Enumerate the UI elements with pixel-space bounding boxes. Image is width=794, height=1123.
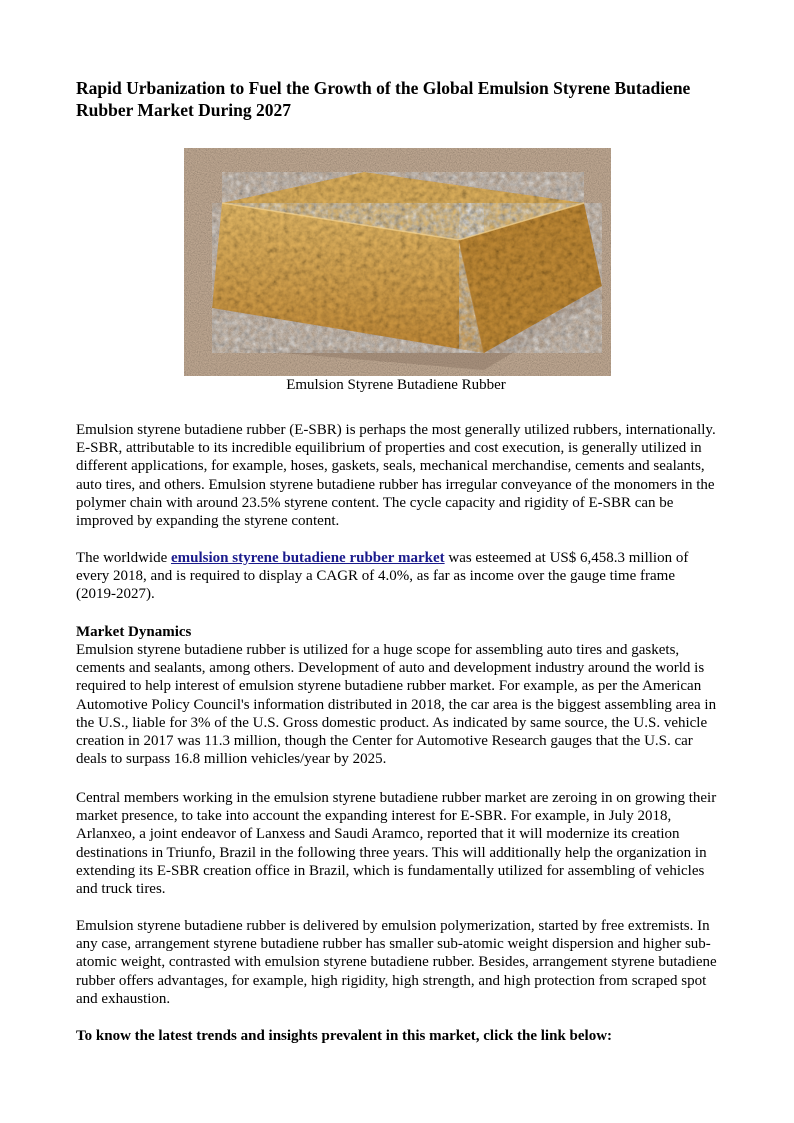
call-to-action: To know the latest trends and insights prevalent in this market, click the link below: (76, 1028, 613, 1044)
paragraph-key-players: Central members working in the emulsion styrene butadiene rubber market are zeroing in on growing their market presence, to take into account the expanding interest for E-SBR. For example, in July 2018, Arlanxeo, a joint endeavor of Lanxess and Saudi Aramco, reported that it will modernize its creation destinations in Triunfo, Brazil in the following three years. This will additionally help the organization in extending its E-SBR creation office in Brazil, which is fundamentally utilized for assembling of vehicles and truck tires. (76, 790, 717, 898)
paragraph-market-dynamics: Emulsion styrene butadiene rubber is utilized for a huge scope for assembling auto tires and gaskets, cements and sealants, among others. Development of auto and development industry around the world is required to help interest of emulsion styrene butadiene rubber market. For example, as per the American Automotive Policy Council's information distributed in 2018, the car area is the biggest assembling area in the U.S., liable for 3% of the U.S. Gross domestic product. As indicated by same source, the U.S. vehicle creation in 2017 was 11.3 million, though the Center for Automotive Research gauges that the U.S. car deals to surpass 16.8 million vehicles/year by 2025. (76, 642, 717, 768)
product-image (184, 148, 611, 376)
paragraph-text: was esteemed at US$ 6,458.3 million of every 2018, and is required to display a CAGR of 4.0%, as far as income over the gauge time frame (2019-2027). (76, 550, 689, 603)
section-heading-market-dynamics: Market Dynamics (76, 624, 192, 640)
article-title: Rapid Urbanization to Fuel the Growth of the Global Emulsion Styrene Butadiene Rubber Market During 2027 (76, 78, 691, 120)
paragraph-production: Emulsion styrene butadiene rubber is delivered by emulsion polymerization, started by free extremists. In any case, arrangement styrene butadiene rubber has smaller sub-atomic weight dispersion and higher sub-atomic weight, contrasted with emulsion styrene butadiene rubber. Besides, arrangement styrene butadiene rubber offers advantages, for example, high rigidity, high strength, and high protection from scraped spot and exhaustion. (76, 918, 717, 1007)
paragraph-intro: Emulsion styrene butadiene rubber (E-SBR) is perhaps the most generally utilized rubbers, internationally. E-SBR, attributable to its incredible equilibrium of properties and cost execution, is generally utilized in different applications, for example, hoses, gaskets, seals, mechanical merchandise, cements and sealants, auto tires, and others. Emulsion styrene butadiene rubber has irregular conveyance of the monomers in the polymer chain with around 23.5% styrene content. The cycle capacity and rigidity of E-SBR can be improved by expanding the styrene content. (76, 422, 716, 530)
paragraph-market-value (76, 549, 718, 604)
paragraph-text: The worldwide (76, 550, 171, 566)
image-caption: Emulsion Styrene Butadiene Rubber (286, 377, 506, 393)
market-report-link[interactable]: emulsion styrene butadiene rubber market (170, 550, 445, 566)
